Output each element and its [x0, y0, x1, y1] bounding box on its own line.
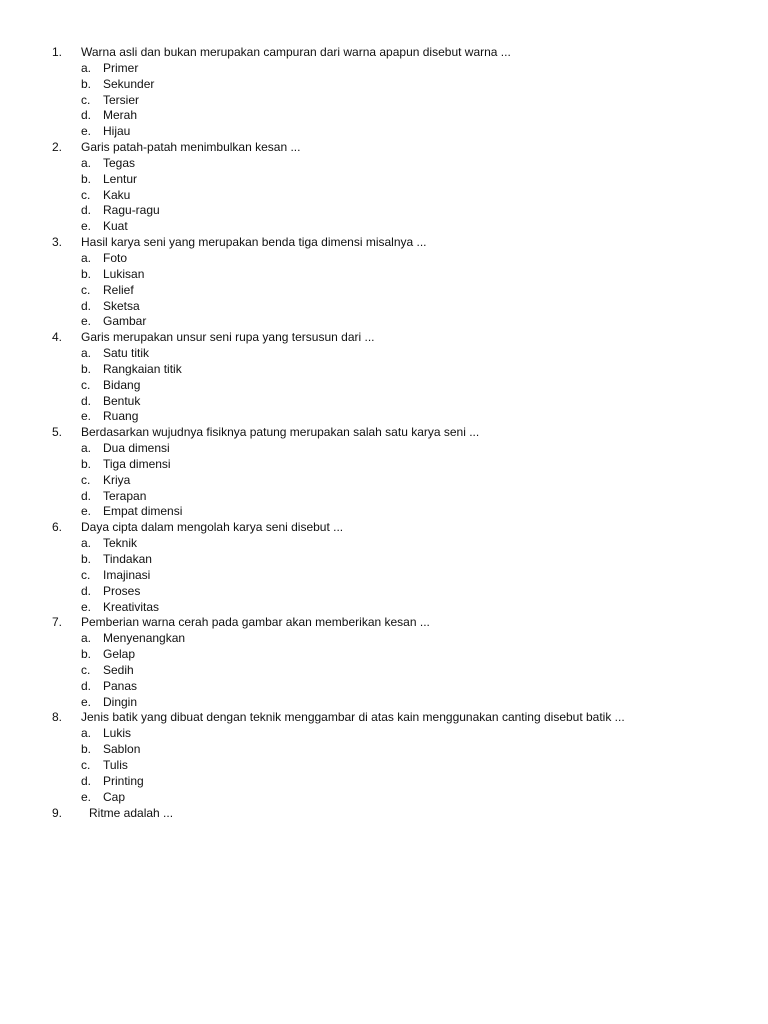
option-letter: d.	[81, 583, 92, 598]
answer-option	[0, 600, 768, 616]
option-text: Lentur	[103, 171, 138, 186]
option-letter: c.	[81, 282, 91, 297]
option-letter: c.	[81, 377, 91, 392]
answer-option	[0, 108, 768, 124]
answer-option	[0, 156, 768, 172]
answer-option	[0, 314, 768, 330]
option-text: Dua dimensi	[103, 441, 170, 456]
option-letter: d.	[81, 773, 92, 788]
answer-option	[0, 568, 768, 584]
question-4	[0, 330, 768, 346]
question-number: 1.	[52, 45, 63, 59]
option-letter: a.	[81, 155, 92, 170]
option-letter: b.	[81, 361, 92, 376]
question-text: Warna asli dan bukan merupakan campuran dari warna apapun disebut warna ...	[81, 45, 511, 59]
option-text: Hijau	[103, 124, 131, 139]
option-text: Primer	[103, 60, 139, 75]
option-letter: e.	[81, 504, 92, 519]
option-text: Panas	[103, 678, 138, 693]
answer-option	[0, 409, 768, 425]
answer-option	[0, 394, 768, 410]
option-letter: e.	[81, 409, 92, 424]
question-number: 3.	[52, 235, 63, 250]
answer-option	[0, 299, 768, 315]
answer-option	[0, 283, 768, 299]
question-2	[0, 140, 768, 156]
question-list	[0, 45, 768, 821]
option-letter: d.	[81, 488, 92, 503]
option-letter: c.	[81, 757, 91, 772]
answer-option	[0, 124, 768, 140]
answer-option	[0, 188, 768, 204]
option-text: Lukis	[103, 726, 132, 741]
option-text: Ruang	[103, 409, 139, 424]
answer-option	[0, 362, 768, 378]
option-letter: e.	[81, 789, 92, 804]
option-letter: e.	[81, 694, 92, 709]
option-text: Kreativitas	[103, 599, 160, 614]
option-letter: d.	[81, 203, 92, 218]
question-number: 4.	[52, 330, 63, 345]
option-text: Terapan	[103, 488, 147, 503]
question-number: 5.	[52, 425, 63, 440]
answer-option	[0, 584, 768, 600]
option-letter: d.	[81, 108, 92, 123]
question-number: 9.	[52, 805, 63, 820]
option-text: Kriya	[103, 472, 131, 487]
question-number: 2.	[52, 140, 63, 155]
option-letter: d.	[81, 393, 92, 408]
answer-option	[0, 536, 768, 552]
option-text: Tindakan	[103, 552, 152, 566]
option-letter: b.	[81, 647, 92, 662]
question-text: Daya cipta dalam mengolah karya seni disebut ...	[81, 520, 344, 535]
option-text: Tiga dimensi	[103, 456, 171, 471]
answer-option	[0, 378, 768, 394]
option-letter: b.	[81, 266, 92, 281]
answer-option	[0, 77, 768, 93]
question-3	[0, 235, 768, 251]
option-letter: c.	[81, 187, 91, 202]
answer-option	[0, 631, 768, 647]
question-number: 8.	[52, 710, 63, 725]
question-number: 7.	[52, 615, 63, 630]
question-5	[0, 425, 768, 441]
question-number: 6.	[52, 520, 63, 535]
answer-option	[0, 695, 768, 711]
question-text: Jenis batik yang dibuat dengan teknik menggambar di atas kain menggunakan canting disebut batik ...	[81, 710, 625, 725]
option-letter: d.	[81, 298, 92, 313]
option-letter: e.	[81, 124, 92, 139]
option-text: Relief	[103, 282, 134, 297]
option-text: Kuat	[103, 219, 128, 234]
option-letter: a.	[81, 250, 92, 265]
question-9	[0, 806, 768, 822]
answer-option	[0, 552, 768, 568]
option-text: Ragu-ragu	[103, 203, 160, 218]
option-letter: c.	[81, 662, 91, 677]
option-letter: a.	[81, 441, 92, 456]
answer-option	[0, 219, 768, 235]
option-letter: a.	[81, 536, 92, 551]
option-text: Sedih	[103, 662, 134, 677]
option-letter: b.	[81, 76, 92, 91]
option-text: Menyenangkan	[103, 631, 186, 646]
option-text: Dingin	[103, 694, 138, 709]
option-text: Sekunder	[103, 76, 155, 91]
answer-option	[0, 774, 768, 790]
question-text: Ritme adalah ...	[89, 805, 174, 820]
answer-option	[0, 251, 768, 267]
answer-option	[0, 489, 768, 505]
option-letter: a.	[81, 631, 92, 646]
option-text: Gambar	[103, 314, 147, 329]
option-text: Tegas	[103, 155, 136, 170]
answer-option	[0, 679, 768, 695]
option-text: Sablon	[103, 742, 141, 757]
option-text: Printing	[103, 773, 144, 788]
option-letter: b.	[81, 456, 92, 471]
question-text: Garis patah-patah menimbulkan kesan ...	[81, 140, 301, 155]
option-letter: a.	[81, 346, 92, 361]
option-letter: e.	[81, 314, 92, 329]
question-7	[0, 615, 768, 631]
option-letter: a.	[81, 60, 92, 75]
option-letter: e.	[81, 219, 92, 234]
question-8	[0, 710, 768, 726]
option-letter: d.	[81, 678, 92, 693]
option-text: Imajinasi	[103, 567, 151, 582]
answer-option	[0, 647, 768, 663]
option-text: Rangkaian titik	[103, 361, 182, 376]
option-letter: b.	[81, 171, 92, 186]
option-text: Gelap	[103, 647, 136, 662]
answer-option	[0, 172, 768, 188]
option-letter: c.	[81, 92, 91, 107]
option-text: Satu titik	[103, 346, 150, 361]
option-text: Tersier	[103, 92, 140, 107]
answer-option	[0, 61, 768, 77]
answer-option	[0, 726, 768, 742]
option-text: Bentuk	[103, 393, 141, 408]
answer-option	[0, 346, 768, 362]
answer-option	[0, 441, 768, 457]
answer-option	[0, 742, 768, 758]
question-1	[0, 45, 768, 61]
answer-option	[0, 203, 768, 219]
question-text: Berdasarkan wujudnya fisiknya patung merupakan salah satu karya seni ...	[81, 425, 480, 440]
option-text: Sketsa	[103, 298, 140, 313]
option-text: Lukisan	[103, 266, 145, 281]
option-text: Bidang	[103, 377, 141, 392]
option-text: Teknik	[103, 536, 138, 551]
option-letter: b.	[81, 742, 92, 757]
option-text: Empat dimensi	[103, 504, 183, 519]
answer-option	[0, 790, 768, 806]
option-text: Proses	[103, 583, 141, 598]
answer-option	[0, 663, 768, 679]
option-text: Merah	[103, 108, 138, 123]
option-text: Kaku	[103, 187, 131, 202]
option-letter: c.	[81, 567, 91, 582]
option-text: Tulis	[103, 757, 128, 772]
question-6	[0, 520, 768, 536]
option-text: Foto	[103, 250, 128, 265]
answer-option	[0, 457, 768, 473]
answer-option	[0, 473, 768, 489]
question-text: Garis merupakan unsur seni rupa yang tersusun dari ...	[81, 330, 375, 345]
option-letter: c.	[81, 472, 91, 487]
option-letter: b.	[81, 552, 92, 566]
answer-option	[0, 93, 768, 109]
option-letter: a.	[81, 726, 92, 741]
answer-option	[0, 267, 768, 283]
option-text: Cap	[103, 789, 126, 804]
question-text: Pemberian warna cerah pada gambar akan memberikan kesan ...	[81, 615, 430, 630]
question-text: Hasil karya seni yang merupakan benda tiga dimensi misalnya ...	[81, 235, 427, 250]
answer-option	[0, 758, 768, 774]
answer-option	[0, 504, 768, 520]
option-letter: e.	[81, 599, 92, 614]
